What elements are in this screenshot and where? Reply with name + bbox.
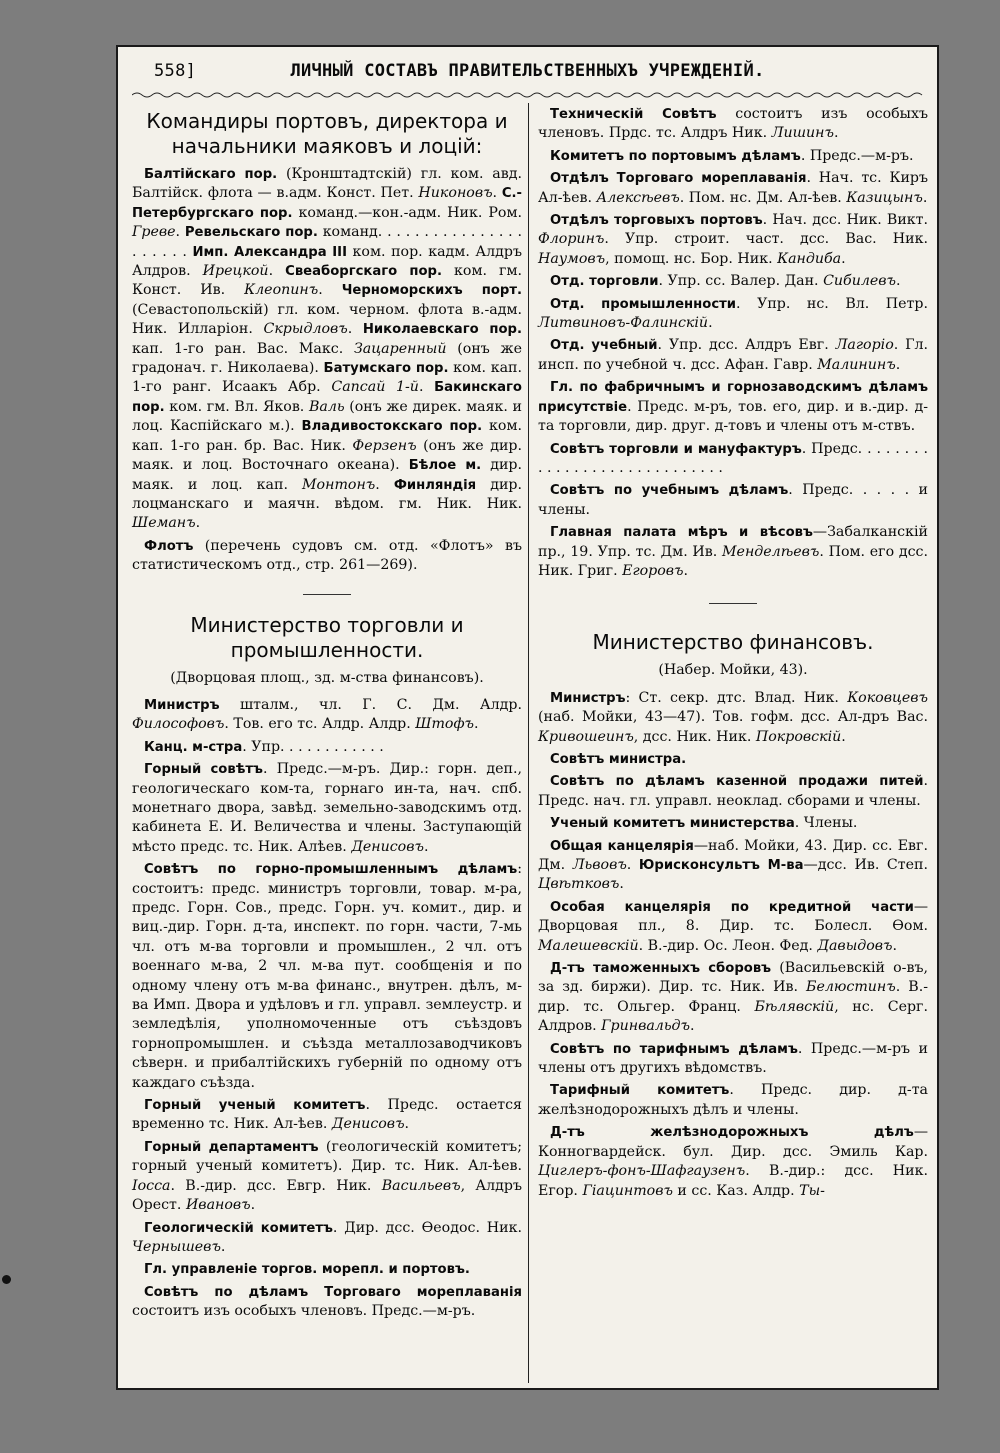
entry-text: . [268,263,286,280]
person-surname: Іосса [132,1177,171,1194]
entry-paragraph [132,537,522,576]
entry-paragraph [538,959,928,1037]
entry-text: . Предс.—м-ръ. Дир.: горн. деп., геологическаго ком-та, горнаго ин-та, нач. спб. монетнаго двора, завѣд. земельно-заводскимъ отд. кабинета Е. И. Величества и члены. Заступающій мѣсто предс. тс. Ник. Алѣев. [132,761,522,855]
entry-text: состоитъ изъ особыхъ членовъ. Предс.—м-ръ. [132,1303,476,1320]
entry-heading: Канц. м-стра [144,739,243,755]
entry-text: . [690,1018,695,1035]
running-header [118,61,937,81]
person-surname: Зацаренный [353,340,447,357]
entry-text: и сс. Каз. Алдр. [672,1182,800,1199]
entry-heading: Бакинскаго пор. [132,380,522,415]
entry-heading: Черноморскихъ порт. [341,283,523,299]
finance-ministry-address: (Набер. Мойки, 43). [658,662,808,679]
person-surname: Кривошеинъ [538,728,634,745]
entry-text: —Конногвардейск. бул. Дир. дсс. Эмиль Кар. [538,1124,928,1160]
entry-paragraph [538,814,928,833]
entry-text: . Дир. дсс. Ѳеодос. Ник. [332,1219,523,1236]
section-rule [303,594,351,595]
entry-text: . Члены. [794,815,858,832]
entry-heading: С.-Петербургскаго пор. [132,186,522,221]
person-surname: Алексѣевъ [596,189,680,206]
person-surname: Егоровъ [622,562,684,579]
entry-heading: Бѣлое м. [408,458,482,474]
person-surname: Никоновъ [418,185,493,202]
entry-heading: Ученый комитетъ министерства [550,816,795,832]
entry-text: —Забалканскій пр., 19. Упр. тс. Дм. Ив. [538,524,928,560]
entry-text: (онъ же дир. маяк. и лоц. Восточнаго океана). [132,437,522,474]
person-surname: Греве [132,224,176,241]
entry-paragraph [538,481,928,520]
entry-heading: Совѣтъ по учебнымъ дѣламъ [550,483,789,499]
book-page [116,45,939,1390]
entry-heading: Совѣтъ по горно-промышленнымъ дѣламъ [144,862,518,878]
person-surname: Валь [308,398,345,415]
entry-paragraph [538,272,928,291]
entry-text: команд. . . . . . . . . . . . . . . . . . . . . . [132,224,522,260]
entry-text: . [347,321,363,338]
entry-heading: Николаевскаго пор. [362,322,522,338]
entry-paragraph [538,772,928,811]
entry-text: . В.-дир. Ос. Леон. Фед. [638,937,818,954]
entry-text: . [375,476,394,493]
ports-entries [132,165,522,576]
person-surname: Львовъ [572,857,627,873]
entry-paragraph [538,689,928,747]
person-surname: Сапсай 1-й [331,379,419,396]
section-title-ports: Командиры портовъ, директора и начальники маяковъ и лоцій: [146,109,508,158]
entry-text: . [892,937,898,954]
entry-heading: Флотъ [144,538,194,554]
entry-heading: Гл. по фабричнымъ и горнозаводскимъ дѣламъ присутствіе [538,380,928,415]
entry-paragraph [132,1096,522,1135]
entry-text: . [250,1197,256,1214]
entry-paragraph [538,147,928,166]
person-surname: Наумовъ [538,250,606,267]
entry-text: , Алдръ Орест. [132,1177,522,1214]
entry-text: (наб. Мойки, 43—47). Тов. гофм. дсс. Ал-дръ Вас. [538,709,928,726]
entry-text: . [492,185,502,202]
person-surname: Ты- [799,1182,825,1199]
entry-text: . Предс.—м-ръ. [800,147,914,164]
entry-heading: Совѣтъ торговли и мануфактуръ [550,441,802,457]
entry-heading: Тарифный комитетъ [550,1083,730,1099]
entry-heading: Финляндія [393,477,477,493]
entry-text: дир. лоцманскаго и маячн. вѣдом. гм. Ник. Ник. [132,476,522,512]
entry-text: . В.-дир. тс. Ольгер. Франц. [538,979,929,1015]
entry-text: . Упр. . . . . . . . . . . . [242,738,384,755]
entry-heading: Отд. учебный [550,338,658,354]
trade-ministry-entries [132,696,522,1322]
entry-text: . Упр. сс. Валер. Дан. [658,273,824,290]
person-surname: Гринвальдъ [601,1018,691,1035]
entry-heading: Владивостокскаго пор. [301,419,483,435]
entry-paragraph [132,696,522,735]
entry-paragraph [538,1040,928,1079]
entry-text: : состоитъ: предс. министръ торговли, товар. м-ра, предс. Горн. Сов., предс. Горн. уч. комит., дир. и виц.-дир. Горн. д-та, инспект. по горн. части, 7-мь чл. отъ м-ва торговли и промышлен., 2 чл. отъ военнаго м-ва, 2 чл. м-ва пут. сообщенія и по одному члену отъ м-ва финанс., внутрен. дѣлъ, м-ва Имп. Двора и удѣловъ и гл. управл. землеустр. и земледѣлія, уполномоченные отъ съѣздовъ горнопромышлен. и съѣзда металлозаводчиковъ сѣверн. и прибалтійскихъ губерній по одному отъ каждаго съѣзда. [132,861,522,1091]
entry-text: (Васильевскій о-въ, за зд. биржи). Дир. тс. Ник. Ив. [538,960,928,996]
entry-text: . [619,876,624,893]
person-surname: Малининъ [817,356,896,373]
person-surname: Шеманъ [132,515,196,532]
entry-text: . Предс. . . . . и члены. [538,482,929,518]
entry-heading: Отдѣлъ торговыхъ портовъ [550,213,763,229]
entry-text: . [195,515,201,532]
entry-text: . [841,728,846,745]
entry-heading: Батумскаго пор. [323,361,449,377]
entry-text: . Упр. дсс. Алдръ Евг. [657,337,836,354]
entry-text: . [626,857,639,873]
entry-paragraph [538,440,928,479]
entry-text: (геологическій комитетъ; горный ученый комитетъ). Дир. тс. Ник. Ал-ѣев. [132,1138,522,1175]
entry-text: (Кронштадтскій) гл. ком. авд. Балтійск. флота — в.адм. Конст. Пет. [132,166,522,202]
entry-text: . [841,250,846,267]
entry-text: . Пом. его дсс. Ник. Григ. [538,543,928,579]
wavy-rule [132,91,927,99]
entry-heading: Совѣтъ по дѣламъ казенной продажи питей [550,774,924,790]
entry-text: . [474,716,479,733]
person-surname: Философовъ [132,716,225,733]
person-surname: Белюстинъ [806,979,896,996]
entry-text: : Ст. секр. дтс. Влад. Ник. [625,689,848,706]
entry-text: . В.-дир. дсс. Евгр. Ник. [170,1177,382,1194]
entry-text: , дсс. Ник. Ник. [633,728,756,745]
entry-text: . [708,315,713,332]
entry-heading: Отд. промышленности [550,296,737,312]
entry-paragraph [538,750,928,769]
entry-text: (Севастопольскій) гл. ком. черном. флота в.-адм. Ник. Илларіон. [132,301,522,338]
entry-text: . В.-дир.: дсс. Ник. Егор. [538,1163,928,1199]
entry-text: . [922,189,928,206]
person-surname: Монтонъ [302,476,376,493]
entry-heading: Имп. Александра III [192,244,347,260]
person-surname: Лишинъ [771,125,834,142]
entry-heading: Ревельскаго пор. [184,225,318,241]
entry-heading: Главная палата мѣръ и вѣсовъ [550,525,813,541]
entry-text: . Предс. остается временно тс. Ник. Ал-ѣев. [132,1097,522,1133]
entry-heading: Отдѣлъ Торговаго мореплаванія [550,171,807,187]
person-surname: Малешевскій [538,937,639,954]
entry-paragraph [538,898,928,956]
section-rule [709,603,757,604]
entry-text: . Предс. дир. д-та желѣзнодорожныхъ дѣлъ и члены. [538,1082,929,1118]
person-surname: Лагоріо [835,337,894,354]
person-surname: Кандиба [777,250,842,267]
entry-text: . [220,1238,226,1255]
section-title-finance-ministry: Министерство финансовъ. [592,630,874,655]
margin-dot [2,1275,11,1284]
page-number: 558] [154,61,197,81]
entry-text: . Пом. нс. Дм. Ал-ѣев. [679,189,847,206]
person-surname: Давыдовъ [817,937,893,954]
entry-heading: Юрисконсультъ М-ва [638,858,804,873]
trade-ministry-address: (Дворцовая площ., зд. м-ства финансовъ). [170,669,484,686]
entry-text: . Упр. строит. част. дсс. Вас. Ник. [604,231,928,248]
entry-text: команд.—кон.-адм. Ник. Ром. [292,204,522,221]
entry-text: . [404,1116,410,1133]
entry-heading: Совѣтъ по дѣламъ Торговаго мореплаванія [144,1284,522,1300]
entry-text: . [175,224,185,241]
entry-text: (онъ же градонач. г. Николаева). [132,340,522,377]
entry-text: ком. кап. 1-го ранг. Исаакъ Абр. [132,360,522,396]
trade-ministry-entries-cont [538,105,928,581]
entry-paragraph [538,295,928,334]
entry-text: . [833,125,839,142]
section-title-trade-ministry: Министерство торговли и промышленности. [190,612,464,662]
entry-heading: Д-тъ таможенныхъ сборовъ [550,961,772,977]
entry-paragraph [132,860,522,1093]
entry-text: (онъ же дирек. маяк. и лоц. Каспійскаго м.). [132,398,522,435]
entry-text: . Предс. нач. гл. управл. неоклад. сборами и члены. [538,773,928,809]
entry-paragraph [538,105,928,144]
entry-heading: Свеаборгскаго пор. [285,264,442,280]
entry-heading: Совѣтъ министра. [550,751,687,767]
person-surname: Штофъ [415,716,475,733]
person-surname: Коковцевъ [847,689,928,706]
column-divider [528,103,529,1383]
entry-heading: Совѣтъ по тарифнымъ дѣламъ [550,1041,798,1057]
person-surname: Казицынъ [846,189,923,206]
entry-paragraph [538,1081,928,1120]
entry-text: состоитъ изъ особыхъ членовъ. Прдс. тс. Алдръ Ник. [538,106,928,142]
entry-text: . [683,562,689,579]
entry-text: . Упр. нс. Вл. Петр. [736,295,928,312]
person-surname: Флоринъ [538,231,605,248]
entry-paragraph [132,165,522,534]
entry-text: . [318,282,342,299]
entry-heading: Министръ [144,697,220,713]
entry-text: . Тов. его тс. Алдр. Алдр. [224,716,416,733]
entry-heading: Балтійскаго пор. [144,167,278,182]
entry-text: . Нач. дсс. Ник. Викт. [762,212,928,229]
person-surname: Покровскій [755,728,842,745]
entry-paragraph [132,1219,522,1258]
person-surname: Чернышевъ [132,1238,221,1255]
entry-text: . Нач. тс. Киръ Ал-ѣев. [538,170,929,206]
entry-text: . [896,273,901,290]
entry-heading: Министръ [550,690,626,706]
header-title: ЛИЧНЫЙ СОСТАВЪ ПРАВИТЕЛЬСТВЕННЫХЪ УЧРЕЖДЕНІЙ. [290,61,765,81]
entry-text: (перечень судовъ см. отд. «Флотъ» въ статистическомъ отд., стр. 261—269). [132,537,522,574]
entry-heading: Горный ученый комитетъ [144,1098,366,1114]
entry-text: . [423,838,429,855]
entry-text: . Предс.—м-ръ и члены отъ другихъ вѣдомствъ. [538,1040,928,1077]
entry-text: шталм., чл. Г. С. Дм. Алдр. [219,696,522,713]
person-surname: Денисовъ [331,1116,405,1133]
entry-text: дир. маяк. и лоц. кап. [132,457,523,493]
entry-paragraph [538,837,928,895]
person-surname: Циглеръ-фонъ-Шафгаузенъ [538,1163,746,1180]
person-surname: Скрыдловъ [263,321,348,338]
entry-paragraph [538,211,928,269]
entry-heading: Особая канцелярія по кредитной части [550,899,914,915]
entry-text: , нс. Серг. Алдров. [538,998,928,1035]
person-surname: Ивановъ [185,1197,251,1214]
entry-text: —Дворцовая пл., 8. Дир. тс. Болесл. Ѳом. [538,898,928,935]
entry-paragraph [538,378,928,436]
entry-text: ком. пор. кадм. Алдръ Алдров. [132,243,522,280]
entry-text: ком. кап. 1-го ран. бр. Вас. Ник. [132,418,522,454]
entry-heading: Горный департаментъ [144,1139,319,1155]
entry-paragraph [132,1260,522,1279]
entry-paragraph [538,169,928,208]
person-surname: Денисовъ [351,838,424,855]
entry-text: . Предс. м-ръ, тов. его, дир. и в.-дир. д-та торговли, дир. друг. д-товъ и члены отъ м-ствъ. [538,398,928,435]
entry-text: —дсс. Ив. Степ. [803,857,929,873]
entry-heading: Д-тъ желѣзнодорожныхъ дѣлъ [550,1125,914,1141]
entry-text: . Предс. . . . . . . . . . . . . . . . . . . . . . . . . . . . . [538,440,928,476]
person-surname: Сибилевъ [823,273,896,290]
entry-heading: Техническій Совѣтъ [550,107,717,122]
person-surname: Бѣлявскій [754,998,835,1015]
person-surname: Ирецкой [202,263,269,280]
person-surname: Цвѣтковъ [538,876,620,893]
entry-text: ком. гм. Конст. Ив. [132,263,523,299]
entry-paragraph [132,760,522,857]
person-surname: Клеопинъ [244,282,319,299]
entry-text: . Гл. инсп. по учебной ч. дсс. Афан. Гавр. [538,337,929,373]
entry-text: . [418,379,435,396]
entry-text: —наб. Мойки, 43. Дир. сс. Евг. Дм. [538,837,928,873]
entry-paragraph [538,336,928,375]
right-column [538,105,928,1204]
entry-heading: Общая канцелярія [550,838,694,854]
entry-heading: Гл. управленіе торгов. морепл. и портовъ. [144,1262,470,1278]
entry-paragraph [132,738,522,757]
person-surname: Гіацинтовъ [582,1182,673,1199]
entry-paragraph [538,1123,928,1201]
entry-heading: Горный совѣтъ [144,762,263,778]
entry-paragraph [132,1283,522,1322]
entry-text: . [895,356,901,373]
entry-heading: Геологическій комитетъ [144,1220,333,1236]
left-column [132,105,522,1325]
entry-heading: Комитетъ по портовымъ дѣламъ [550,148,801,164]
entry-heading: Отд. торговли [550,274,659,290]
entry-text: , помощ. нс. Бор. Ник. [605,250,778,267]
person-surname: Литвиновъ-Фалинскій [538,315,709,332]
entry-paragraph [132,1138,522,1216]
entry-text: кап. 1-го ран. Вас. Макс. [132,340,354,357]
person-surname: Менделѣевъ [722,543,820,560]
entry-paragraph [538,523,928,581]
person-surname: Ферзенъ [352,437,417,454]
entry-text: ком. гм. Вл. Яков. [164,398,309,415]
person-surname: Васильевъ [381,1177,461,1194]
finance-ministry-entries [538,689,928,1201]
